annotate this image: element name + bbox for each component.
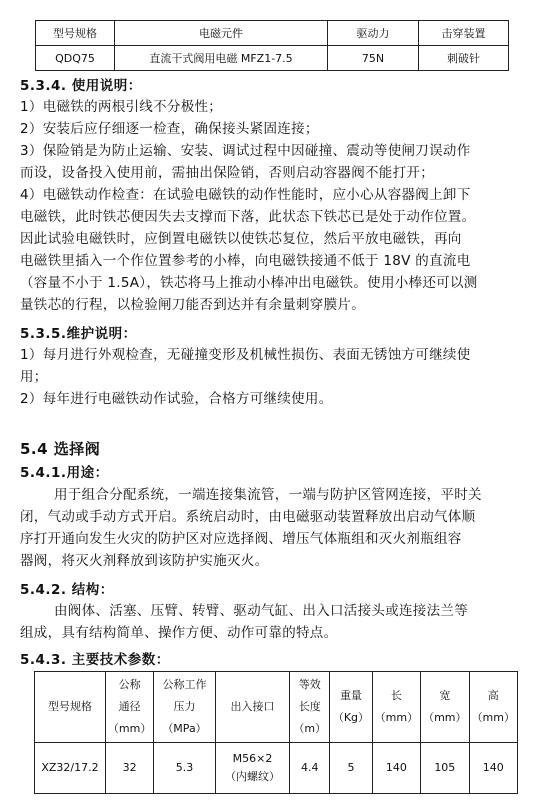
param-header-cell: [330, 672, 372, 743]
spec-table-row: [36, 46, 509, 71]
section-535-body: [20, 344, 528, 410]
header-text: （mm）: [107, 722, 152, 735]
spec-cell-model: QDQ75: [36, 46, 115, 71]
header-text: 等效: [298, 678, 321, 691]
header-text: 高: [487, 689, 499, 702]
text-line: 用于组合分配系统，一端连接集流管，一端与防护区管网连接，平时关: [54, 487, 482, 503]
text-line: 器阀，将灭火剂释放到该防护实施灭火。: [20, 553, 269, 569]
param-cell-diameter: 32: [105, 743, 153, 794]
header-text: （mm）: [423, 711, 467, 724]
param-cell-length: 140: [372, 743, 420, 794]
spec-header-cell: 电磁元件: [115, 21, 328, 46]
text-line: 量铁芯的行程，以检验闸刀能否到达并有余量刺穿膜片。: [20, 297, 365, 313]
text-line: 3）保险销是为防止运输、安装、调试过程中因碰撞、震动等使闸刀误动作: [20, 143, 471, 159]
header-text: （mm）: [471, 711, 515, 724]
header-text: 公称工作: [162, 678, 207, 691]
header-text: 长: [390, 689, 402, 702]
header-text: （MPa）: [162, 722, 207, 735]
text-line: 而设，设备投入使用前，需抽出保险销，否则启动容器阀不能打开；: [20, 165, 434, 181]
header-text: 出入接口: [230, 700, 275, 713]
section-534-body: [20, 96, 528, 316]
spec-cell-device: 刺破针: [419, 46, 509, 71]
port-line: （内螺纹）: [224, 770, 280, 783]
port-line: M56×2: [232, 752, 273, 765]
text-line: 2）每年进行电磁铁动作试验，合格方可继续使用。: [20, 391, 333, 407]
text-line: （容量不小于 1.5A），铁芯将马上推动小棒冲出电磁铁。使用小棒还可以测: [20, 275, 478, 291]
param-cell-width: 105: [421, 743, 469, 794]
header-text: 型号规格: [47, 700, 92, 713]
header-text: （m）: [293, 722, 327, 735]
text-line: 组成，具有结构简单、操作方便、动作可靠的特点。: [20, 625, 338, 641]
text-line: 电磁铁，此时铁芯便因失去支撑而下落，此状态下铁芯已是处于动作位置。: [20, 209, 476, 225]
header-text: 通径: [118, 700, 141, 713]
param-cell-port: [215, 743, 290, 794]
section-542-body: [20, 600, 528, 644]
text-line: 用；: [20, 369, 48, 385]
param-header-cell: [215, 672, 290, 743]
param-header-cell: [372, 672, 420, 743]
text-line: 4）电磁铁动作检查：在试验电磁铁的动作性能时，应小心从容器阀上卸下: [20, 187, 471, 203]
param-cell-pressure: 5.3: [154, 743, 215, 794]
section-541-body: [20, 484, 528, 572]
text-line: 1）电磁铁的两根引线不分极性；: [20, 99, 223, 115]
header-text: 公称: [118, 678, 141, 691]
text-line: 2）安装后应仔细逐一检查，确保接头紧固连接；: [20, 121, 319, 137]
param-cell-length-eq: 4.4: [290, 743, 330, 794]
param-table-header-row: [35, 672, 518, 743]
text-line: 因此试验电磁铁时，应倒置电磁铁以使铁芯复位，然后平放电磁铁，再向: [20, 231, 462, 247]
header-text: （mm）: [374, 711, 419, 724]
header-text: 压力: [173, 700, 196, 713]
section-heading-54: 5.4 选择阀: [20, 440, 101, 458]
param-header-cell: [105, 672, 153, 743]
param-header-cell: [421, 672, 469, 743]
param-cell-model: XZ32/17.2: [35, 743, 106, 794]
spec-table-header-row: [36, 21, 509, 46]
spec-header-cell: 型号规格: [36, 21, 115, 46]
spec-cell-force: 75N: [328, 46, 419, 71]
param-header-cell: [154, 672, 215, 743]
header-text: 长度: [298, 700, 321, 713]
param-header-cell: [290, 672, 330, 743]
spec-header-cell: 击穿装置: [419, 21, 509, 46]
param-table: [34, 671, 518, 794]
section-heading-541: 5.4.1.用途：: [20, 465, 109, 481]
text-line: 由阀体、活塞、压臂、转臂、驱动气缸、出入口活接头或连接法兰等: [54, 603, 468, 619]
header-text: （Kg）: [332, 711, 370, 724]
text-line: 序打开通向发生火灾的防护区对应选择阀、增压气体瓶组和灭火剂瓶组容: [20, 531, 462, 547]
text-line: 电磁铁里插入一个作位置参考的小棒，向电磁铁接通不低于 18V 的直流电: [20, 253, 471, 269]
section-heading-543: 5.4.3. 主要技术参数：: [20, 652, 170, 668]
spec-table: [35, 20, 509, 71]
section-heading-534: 5.3.4. 使用说明：: [20, 78, 142, 94]
header-text: 宽: [439, 689, 451, 702]
param-header-cell: [35, 672, 106, 743]
header-text: 重量: [339, 689, 362, 702]
spec-cell-element: 直流干式阀用电磁 MFZ1-7.5: [115, 46, 328, 71]
spec-header-cell: 驱动力: [328, 21, 419, 46]
param-table-row: [35, 743, 518, 794]
param-header-cell: [469, 672, 517, 743]
section-heading-542: 5.4.2. 结构：: [20, 582, 114, 598]
section-heading-535: 5.3.5.维护说明：: [20, 326, 137, 342]
text-line: 闭，气动或手动方式开启。系统启动时，由电磁驱动装置释放出启动气体顺: [20, 509, 476, 525]
text-line: 1）每月进行外观检查，无碰撞变形及机械性损伤、表面无锈蚀方可继续使: [20, 347, 471, 363]
param-cell-height: 140: [469, 743, 517, 794]
param-cell-weight: 5: [330, 743, 372, 794]
